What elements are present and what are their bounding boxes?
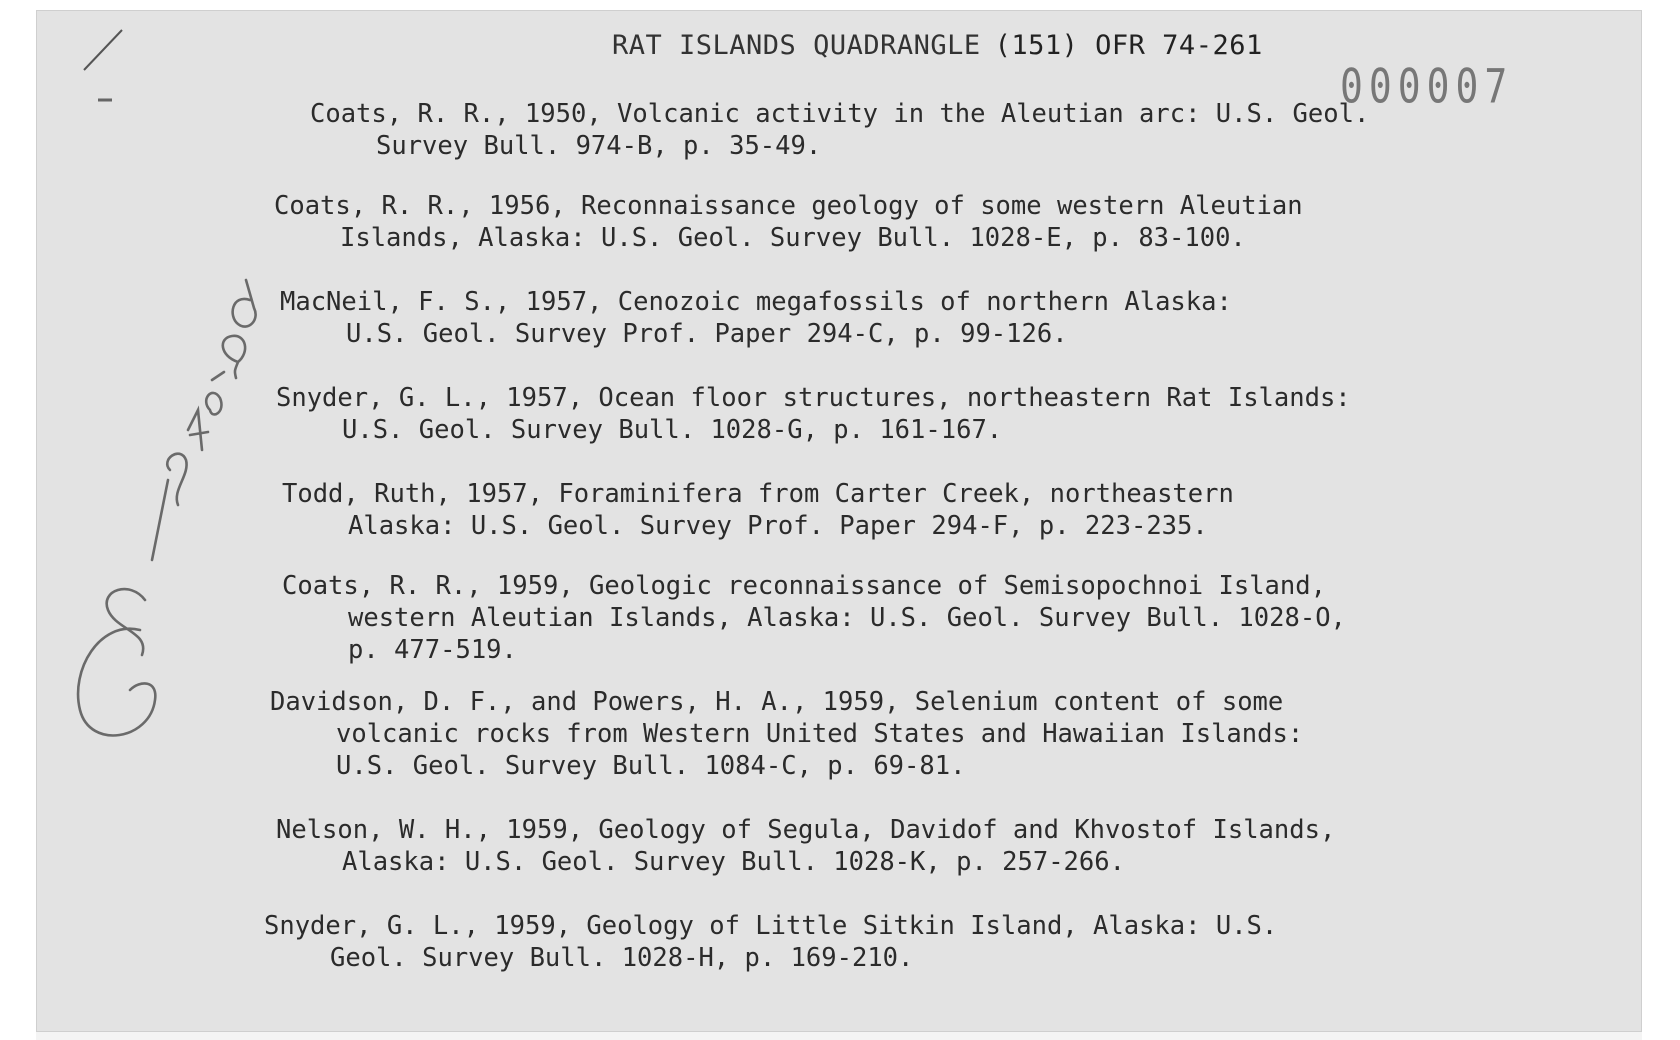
reference-continuation: U.S. Geol. Survey Bull. 1028-G, p. 161-167. bbox=[342, 415, 1003, 445]
card-heading bbox=[612, 30, 1263, 61]
reference-continuation: Alaska: U.S. Geol. Survey Bull. 1028-K, p. 257-266. bbox=[342, 847, 1125, 877]
reference-first-line: Coats, R. R., 1950, Volcanic activity in the Aleutian arc: U.S. Geol. bbox=[310, 99, 1370, 129]
reference-continuation: U.S. Geol. Survey Prof. Paper 294-C, p. 99-126. bbox=[346, 319, 1068, 349]
reference-entry bbox=[282, 570, 1346, 666]
card-bottom-edge bbox=[36, 1032, 1642, 1040]
reference-entry bbox=[310, 98, 1369, 162]
quadrangle-title: RAT ISLANDS QUADRANGLE bbox=[612, 30, 981, 61]
reference-first-line: Coats, R. R., 1956, Reconnaissance geology of some western Aleutian bbox=[274, 191, 1303, 221]
reference-first-line: Snyder, G. L., 1957, Ocean floor structures, northeastern Rat Islands: bbox=[276, 383, 1351, 413]
reference-entry bbox=[264, 910, 1277, 974]
reference-first-line: Snyder, G. L., 1959, Geology of Little Sitkin Island, Alaska: U.S. bbox=[264, 911, 1278, 941]
reference-first-line: Davidson, D. F., and Powers, H. A., 1959, Selenium content of some bbox=[270, 687, 1284, 717]
reference-entry bbox=[282, 478, 1234, 542]
handwritten-annotation bbox=[60, 260, 260, 800]
reference-first-line: Coats, R. R., 1959, Geologic reconnaissance of Semisopochnoi Island, bbox=[282, 571, 1326, 601]
reference-entry bbox=[280, 286, 1232, 350]
pen-mark-icon bbox=[78, 20, 178, 120]
reference-continuation: Alaska: U.S. Geol. Survey Prof. Paper 294-F, p. 223-235. bbox=[348, 511, 1208, 541]
reference-continuation: Geol. Survey Bull. 1028-H, p. 169-210. bbox=[330, 943, 914, 973]
reference-entry bbox=[276, 382, 1351, 446]
report-identifier: (151) OFR 74-261 bbox=[994, 30, 1263, 61]
reference-continuation: U.S. Geol. Survey Bull. 1084-C, p. 69-81. bbox=[336, 751, 966, 781]
serial-number: 000007 bbox=[1340, 58, 1514, 114]
reference-first-line: MacNeil, F. S., 1957, Cenozoic megafossils of northern Alaska: bbox=[280, 287, 1232, 317]
reference-entry bbox=[270, 686, 1303, 782]
reference-continuation: Islands, Alaska: U.S. Geol. Survey Bull. 1028-E, p. 83-100. bbox=[340, 223, 1246, 253]
reference-continuation: western Aleutian Islands, Alaska: U.S. Geol. Survey Bull. 1028-O, bbox=[348, 603, 1346, 633]
reference-first-line: Todd, Ruth, 1957, Foraminifera from Carter Creek, northeastern bbox=[282, 479, 1234, 509]
reference-entry bbox=[276, 814, 1335, 878]
reference-continuation: volcanic rocks from Western United States and Hawaiian Islands: bbox=[336, 719, 1304, 749]
reference-first-line: Nelson, W. H., 1959, Geology of Segula, Davidof and Khvostof Islands, bbox=[276, 815, 1336, 845]
reference-entry bbox=[274, 190, 1303, 254]
reference-continuation: Survey Bull. 974-B, p. 35-49. bbox=[376, 131, 822, 161]
reference-continuation: p. 477-519. bbox=[348, 635, 517, 665]
